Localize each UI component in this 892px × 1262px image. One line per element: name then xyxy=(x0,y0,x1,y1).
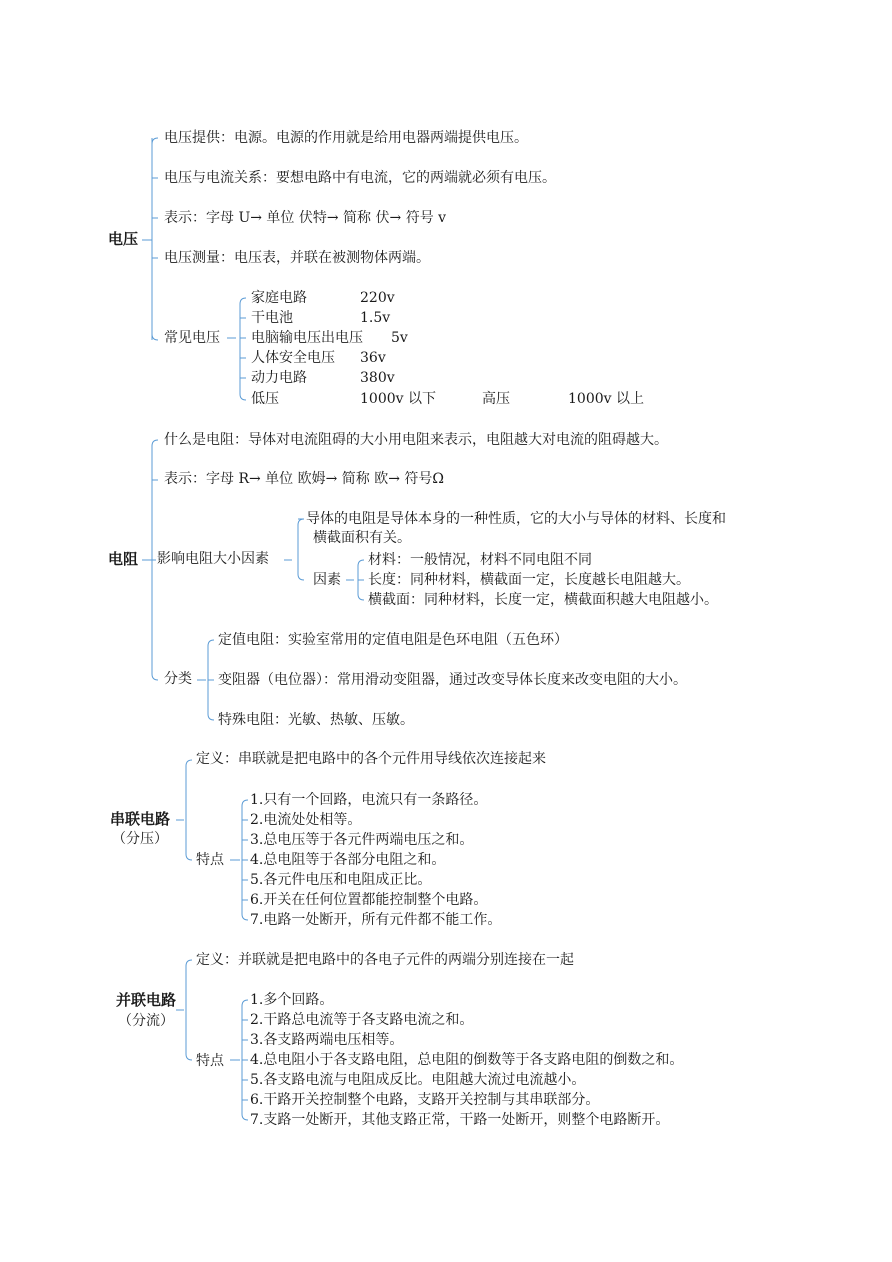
parallel-subtitle: （分流） xyxy=(118,1013,174,1029)
class-item: 定值电阻：实验室常用的定值电阻是色环电阻（五色环） xyxy=(218,632,568,648)
parallel-title: 并联电路 xyxy=(115,991,176,1009)
series-title: 串联电路 xyxy=(109,810,170,828)
series-feature: 7.电路一处断开，所有元件都不能工作。 xyxy=(250,912,502,928)
factor-item: 材料：一般情况，材料不同电阻不同 xyxy=(368,552,592,568)
resistance-property: 导体的电阻是导体本身的一种性质，它的大小与导体的材料、长度和 xyxy=(306,511,726,527)
parallel-feature: 2.干路总电流等于各支路电流之和。 xyxy=(250,1012,474,1028)
series-feature: 3.总电压等于各元件两端电压之和。 xyxy=(250,832,474,848)
series-features-label: 特点 xyxy=(196,852,224,868)
parallel-feature: 6.干路开关控制整个电路，支路开关控制与其串联部分。 xyxy=(250,1092,600,1108)
series-feature: 5.各元件电压和电阻成正比。 xyxy=(250,872,432,888)
voltage-item: 电压与电流关系：要想电路中有电流，它的两端就必须有电压。 xyxy=(164,170,556,186)
voltage-item: 表示：字母 U→ 单位 伏特→ 简称 伏→ 符号 v xyxy=(164,210,447,226)
common-voltage-name: 电脑输电压出电压 xyxy=(251,330,363,346)
voltage-item: 电压提供：电源。电源的作用就是给用电器两端提供电压。 xyxy=(164,130,528,146)
class-label: 分类 xyxy=(164,671,192,687)
parallel-definition: 定义：并联就是把电路中的各电子元件的两端分别连接在一起 xyxy=(196,952,574,968)
series-feature: 6.开关在任何位置都能控制整个电路。 xyxy=(250,892,488,908)
parallel-feature: 5.各支路电流与电阻成反比。电阻越大流过电流越小。 xyxy=(250,1072,586,1088)
series-feature: 4.总电阻等于各部分电阻之和。 xyxy=(250,852,446,868)
factors-label: 影响电阻大小因素 xyxy=(157,551,269,567)
parallel-feature: 3.各支路两端电压相等。 xyxy=(250,1032,404,1048)
common-voltage-name: 动力电路 xyxy=(251,370,307,386)
resistance-property: 横截面积有关。 xyxy=(313,530,411,546)
common-voltage-name: 干电池 xyxy=(251,310,293,326)
voltage-bracket xyxy=(142,138,158,340)
common-voltage-value: 5v xyxy=(391,330,408,346)
resistance-bracket xyxy=(142,440,158,680)
parallel-bracket xyxy=(176,960,192,1060)
parallel-feature: 7.支路一处断开，其他支路正常，干路一处断开，则整个电路断开。 xyxy=(250,1112,670,1128)
series-definition: 定义：串联就是把电路中的各个元件用导线依次连接起来 xyxy=(196,751,546,767)
parallel-features-bracket xyxy=(230,1000,248,1120)
common-voltage-value: 220v xyxy=(360,290,395,306)
series-subtitle: （分压） xyxy=(112,831,168,847)
parallel-feature: 4.总电阻小于各支路电阻，总电阻的倒数等于各支路电阻的倒数之和。 xyxy=(250,1052,684,1068)
factors-bracket xyxy=(284,519,304,580)
class-bracket xyxy=(197,640,214,720)
common-voltage-name: 人体安全电压 xyxy=(251,350,335,366)
parallel-feature: 1.多个回路。 xyxy=(250,992,334,1008)
common-voltage-name: 低压 xyxy=(251,391,279,407)
factor-label: 因素 xyxy=(313,572,341,588)
common-voltage-value: 1000v 以下 xyxy=(360,391,436,407)
resistance-notation: 表示：字母 R→ 单位 欧姆→ 简称 欧→ 符号Ω xyxy=(164,471,445,487)
class-item: 特殊电阻：光敏、热敏、压敏。 xyxy=(218,712,414,728)
resistance-title: 电阻 xyxy=(108,550,139,568)
parallel-features-label: 特点 xyxy=(196,1053,224,1069)
common-voltage-name: 家庭电路 xyxy=(251,290,307,306)
series-feature: 1.只有一个回路，电流只有一条路径。 xyxy=(250,792,488,808)
class-item: 变阻器（电位器）：常用滑动变阻器，通过改变导体长度来改变电阻的大小。 xyxy=(218,672,687,688)
factor-sub-bracket xyxy=(346,560,364,600)
factor-item: 横截面：同种材料，长度一定，横截面积越大电阻越小。 xyxy=(368,592,718,608)
common-voltage-label: 常见电压 xyxy=(164,330,220,346)
common-voltage-bracket xyxy=(227,298,246,400)
series-feature: 2.电流处处相等。 xyxy=(250,812,362,828)
series-features-bracket xyxy=(230,800,248,920)
common-voltage-value: 36v xyxy=(360,350,386,366)
factor-item: 长度：同种材料，横截面一定，长度越长电阻越大。 xyxy=(368,572,690,588)
common-voltage-value: 1000v 以上 xyxy=(568,391,644,407)
resistance-what: 什么是电阻：导体对电流阻碍的大小用电阻来表示，电阻越大对电流的阻碍越大。 xyxy=(164,432,668,448)
common-voltage-name: 高压 xyxy=(482,391,510,407)
voltage-title: 电压 xyxy=(108,230,139,248)
voltage-item: 电压测量：电压表，并联在被测物体两端。 xyxy=(164,250,430,266)
common-voltage-value: 380v xyxy=(360,370,395,386)
series-bracket xyxy=(176,760,192,860)
common-voltage-value: 1.5v xyxy=(360,310,391,326)
